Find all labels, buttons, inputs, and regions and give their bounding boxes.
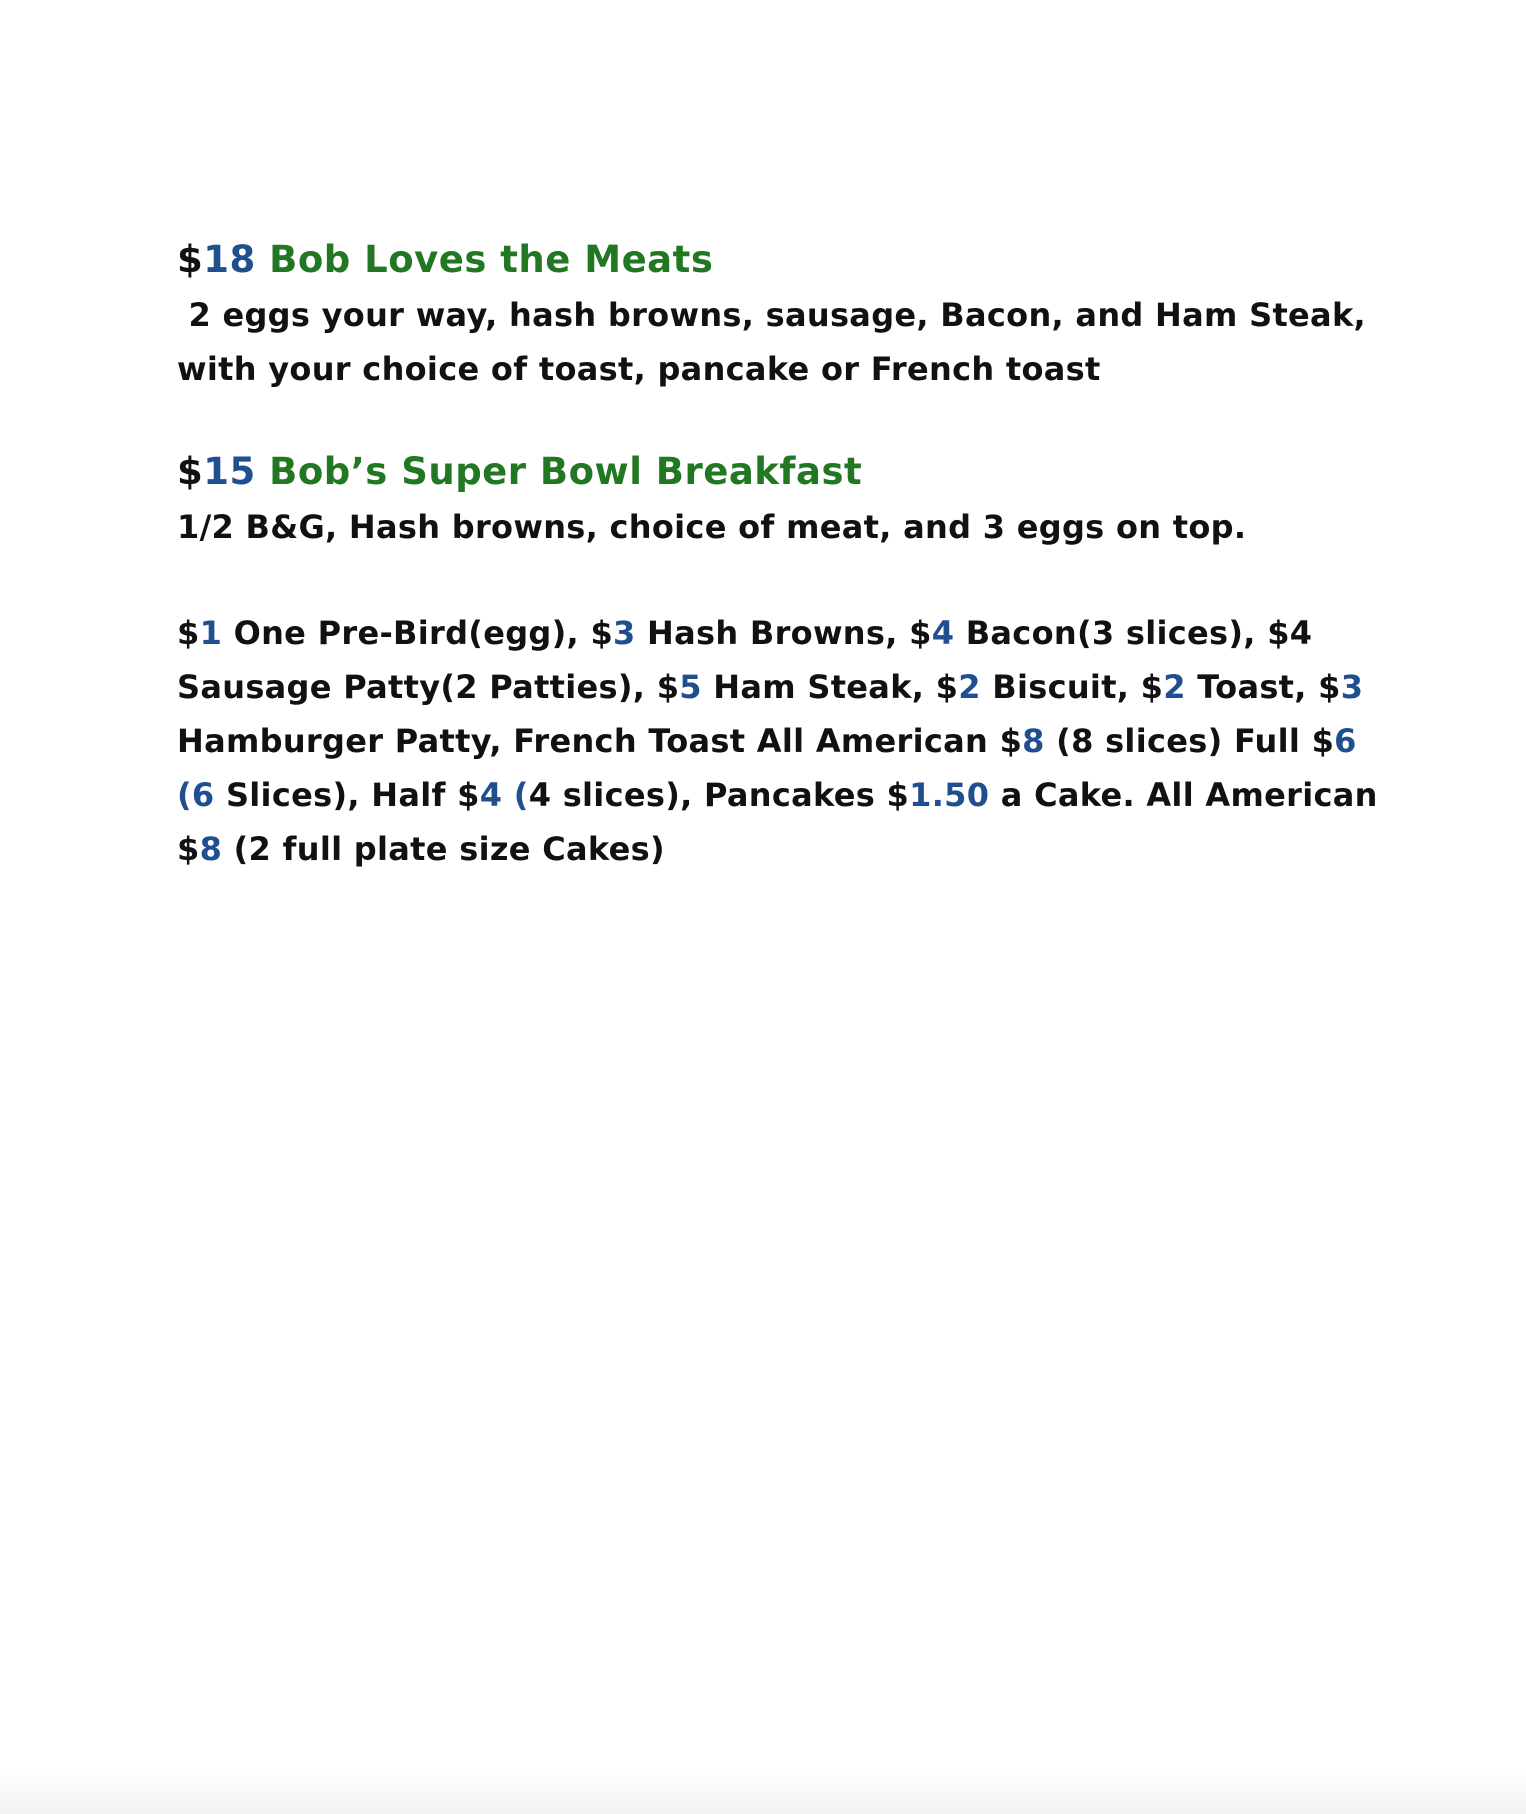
side-text: 4 slices), Pancakes $ xyxy=(528,776,910,814)
side-text: Biscuit, $ xyxy=(980,668,1164,706)
side-text: (8 slices) Full $ xyxy=(1044,722,1335,760)
item-description: 1/2 B&G, Hash browns, choice of meat, and 3 eggs on top. xyxy=(177,508,1247,546)
side-price: 4 xyxy=(931,614,955,652)
side-price: (6 xyxy=(177,776,215,814)
side-price: 2 xyxy=(1163,668,1186,706)
sides-price-list xyxy=(177,606,1378,876)
item-description-line: 2 eggs your way, hash browns, sausage, Bacon, and Ham Steak, xyxy=(177,296,1366,334)
side-text: Hash Browns, $ xyxy=(635,614,932,652)
side-price: 8 xyxy=(1022,722,1045,760)
side-text: (2 full plate size Cakes) xyxy=(222,830,665,868)
item-name: Bob Loves the Meats xyxy=(269,238,714,281)
side-price: 2 xyxy=(958,668,981,706)
side-text: Toast, $ xyxy=(1185,668,1341,706)
side-price: 8 xyxy=(199,830,223,868)
side-text: Bacon(3 slices), $4 xyxy=(954,614,1313,652)
side-text: One Pre-Bird(egg), $ xyxy=(222,614,614,652)
side-text: Hamburger Patty, French Toast All American $ xyxy=(177,722,1023,760)
sides-line xyxy=(177,768,1378,822)
side-price: 3 xyxy=(613,614,636,652)
side-price: 3 xyxy=(1340,668,1364,706)
side-price: 6 xyxy=(1334,722,1357,760)
side-text: Slices), Half $ xyxy=(214,776,480,814)
sides-line xyxy=(177,714,1357,768)
side-price: 1.50 xyxy=(909,776,990,814)
side-text: $ xyxy=(177,614,200,652)
menu-item-title xyxy=(177,444,1357,500)
item-price: 15 xyxy=(203,450,256,493)
menu-item-meats xyxy=(177,232,1366,396)
side-price: 4 ( xyxy=(479,776,529,814)
menu-item-title xyxy=(177,232,1357,288)
item-description xyxy=(177,288,1366,396)
side-text: a Cake. All American xyxy=(989,776,1378,814)
sides-line xyxy=(177,822,1357,876)
side-text: Sausage Patty(2 Patties), $ xyxy=(177,668,680,706)
menu-item-super-bowl xyxy=(177,444,1357,554)
side-price: 5 xyxy=(679,668,702,706)
item-description-line: with your choice of toast, pancake or French toast xyxy=(177,350,1101,388)
side-text: Ham Steak, $ xyxy=(701,668,959,706)
menu-content xyxy=(177,232,1378,876)
item-name: Bob’s Super Bowl Breakfast xyxy=(269,450,863,493)
currency-symbol: $ xyxy=(177,450,204,493)
item-price: 18 xyxy=(203,238,256,281)
sides-line xyxy=(177,660,1364,714)
currency-symbol: $ xyxy=(177,238,204,281)
side-text: $ xyxy=(177,830,200,868)
side-price: 1 xyxy=(199,614,223,652)
sides-line xyxy=(177,606,1357,660)
